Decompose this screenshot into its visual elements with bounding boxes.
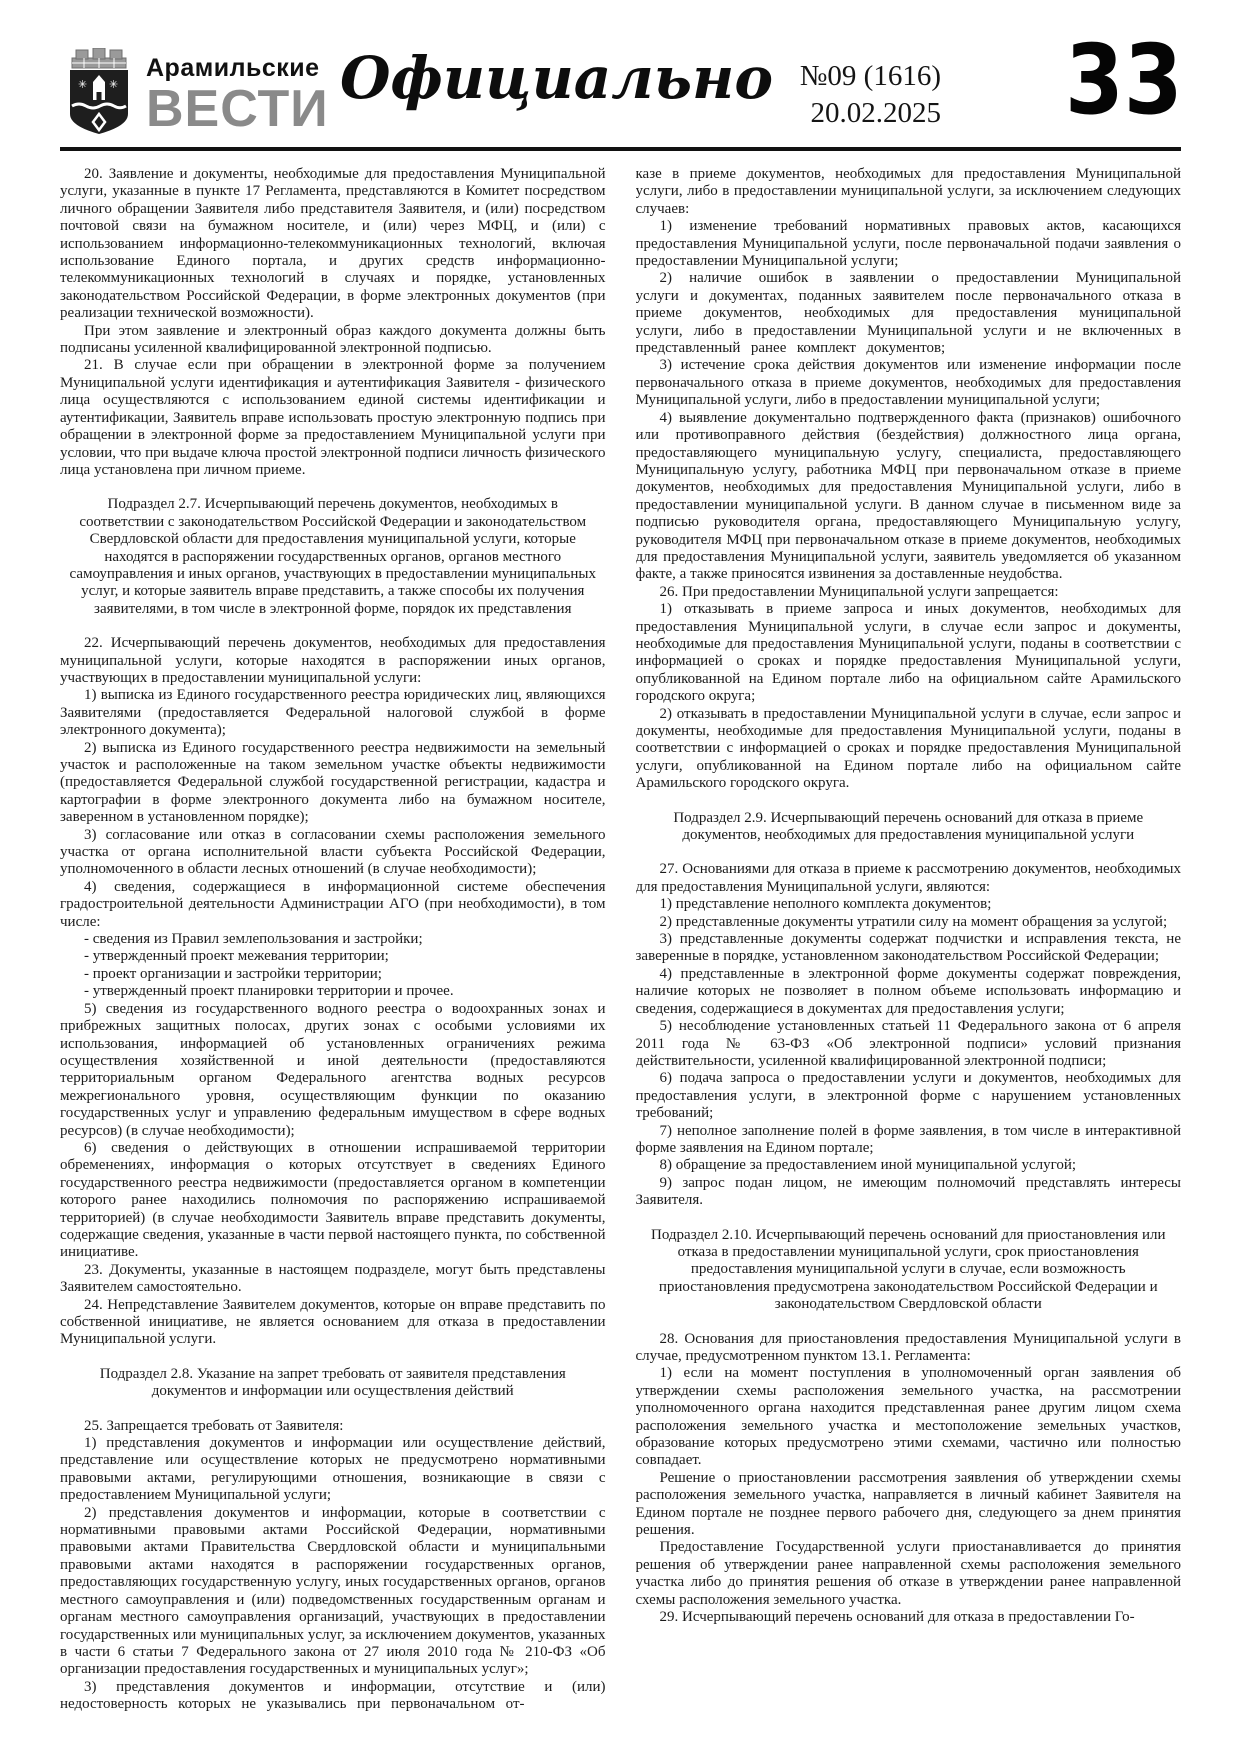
paragraph: 26. При предоставлении Муниципальной услуги запрещается: bbox=[659, 583, 1059, 600]
paragraph: - утвержденный проект планировки территории и прочее. bbox=[84, 983, 454, 1000]
paragraph: 1) изменение требований нормативных правовых актов, касающихся предоставления Муниципальной услуги, после первоначальной подачи заявления о предоставлении Муниципальной услуги; bbox=[635, 218, 1181, 270]
paragraph: - проект организации и застройки территории; bbox=[84, 965, 382, 982]
issue-date: 20.02.2025 bbox=[810, 97, 941, 129]
paragraph: 1) представления документов и информации или осуществление действий, представление или осуществление которых не предусмотрено нормативными правовыми актами, регулирующими отношения, возникающие в связи с предоставлением Муниципальной услуги; bbox=[60, 1435, 606, 1504]
paragraph: 3) согласование или отказ в согласовании схемы расположения земельного участка от органа исполнительной власти субъекта Российской Федерации, уполномоченного в области лесных отношений (в случае необходимости); bbox=[60, 826, 606, 878]
subsection-heading: Подраздел 2.7. Исчерпывающий перечень документов, необходимых в соответствии с законодательством Российской Федерации и законодательством Свердловской области для предоставления муниципальной услуги, которые находятся в распоряжении государственных органов, органов местного самоуправления и иных органов, участвующих в предоставлении муниципальных услуг, и которые заявитель вправе представить, а также способы их получения заявителями, в том числе в электронной форме, порядок их представления bbox=[69, 496, 597, 617]
paragraph: 1) если на момент поступления в уполномоченный орган заявления об утверждении схемы расположения земельного участка, на рассмотрении уполномоченного органа находится представленная ранее другим лицом схема расположения земельного участка и местоположение земельных участков, образование которых предусмотрено этими схемами, частично или полностью совпадает. bbox=[635, 1365, 1181, 1469]
paragraph: 21. В случае если при обращении в электронной форме за получением Муниципальной услуги идентификация и аутентификация Заявителя - физического лица осуществляются с использованием единой системы идентификации и аутентификации, Заявитель вправе использовать простую электронную подпись при обращении в электронной форме за предоставлением Муниципальной услуги при условии, что при выдаче ключа простой электронной подписи личность физического лица установлена при личном приеме. bbox=[60, 357, 606, 478]
page-number: 33 bbox=[1065, 24, 1183, 136]
coat-of-arms-icon bbox=[62, 48, 136, 136]
paragraph: 6) сведения о действующих в отношении испрашиваемой территории обременениях, информация о которых отсутствует в сведениях Единого государственного реестра недвижимости (предоставляется органом в компетенции которого ранее находились полномочия по распоряжению испрашиваемой территорией) (в случае необходимости Заявитель вправе представить документы, содержащие сведения, указанные в части первой настоящего пункта, по собственной инициативе. bbox=[60, 1139, 606, 1261]
paragraph: - сведения из Правил землепользования и застройки; bbox=[84, 931, 423, 948]
paragraph: 4) сведения, содержащиеся в информационной системе обеспечения градостроительной деятельности Администрации АГО (при необходимости), в том числе: bbox=[60, 878, 606, 930]
section-title: Официально bbox=[340, 44, 774, 112]
header-divider bbox=[60, 147, 1181, 151]
paragraph: 3) представленные документы содержат подчистки и исправления текста, не заверенные в порядке, установленном законодательством Российской Федерации; bbox=[635, 931, 1181, 965]
svg-text:✳: ✳ bbox=[78, 78, 88, 91]
paragraph: 2) представленные документы утратили силу на момент обращения за услугой; bbox=[659, 913, 1168, 930]
left-column bbox=[60, 166, 606, 1714]
paragraph: 2) выписка из Единого государственного реестра недвижимости на земельный участок и расположенные на таком земельном участке объекты недвижимости (предоставляется Федеральной службой государственной регистрации, кадастра и картографии в форме электронного документа либо на бумажном носителе, заверенном в установленном порядке); bbox=[60, 739, 606, 826]
paragraph: Предоставление Государственной услуги приостанавливается до принятия решения об утверждении ранее направленной схемы расположения земельного участка либо до принятия решения об отказе в утверждении ранее направленной схемы расположения земельного участка. bbox=[635, 1539, 1181, 1608]
paragraph: 28. Основания для приостановления предоставления Муниципальной услуги в случае, предусмотренном пунктом 13.1. Регламента: bbox=[635, 1330, 1181, 1364]
paragraph: 2) представления документов и информации, которые в соответствии с нормативными правовыми актами Российской Федерации, нормативными правовыми актами Правительства Свердловской области и муниципальными правовыми актами находятся в распоряжении государственных органов, предоставляющих государственную услугу, иных государственных органов, органов местного самоуправления и (или) подведомственных государственным органам и органам местного самоуправления организаций, участвующих в предоставлении государственных или муниципальных услуг, за исключением документов, указанных в части 6 статьи 7 Федерального закона от 27 июля 2010 года № 210-ФЗ «Об организации предоставления государственных и муниципальных услуг»; bbox=[60, 1504, 606, 1678]
paragraph: 1) выписка из Единого государственного реестра юридических лиц, являющихся Заявителями (предоставляется Федеральной налоговой службой в форме электронного документа); bbox=[60, 687, 606, 739]
paragraph: 24. Непредставление Заявителем документов, которые он вправе представить по собственной инициативе, не является основанием для отказа в предоставлении Муниципальной услуги. bbox=[60, 1296, 606, 1348]
paragraph: 4) выявление документально подтвержденного факта (признаков) ошибочного или противоправного действия (бездействия) должностного лица органа, предоставляющего муниципальную услугу, специалиста, предоставляющего Муниципальную услугу, работника МФЦ при первоначальном отказе в приеме документов, необходимых для предоставления Муниципальной услуги, либо в предоставлении муниципальной услуги. В данном случае в письменном виде за подписью руководителя органа, предоставляющего Муниципальную услугу, руководителя МФЦ при первоначальном отказе в приеме документов, необходимых для предоставления Муниципальной услуги, заявитель уведомляется об указанном факте, а также приносятся извинения за доставленные неудобства. bbox=[635, 409, 1181, 583]
newspaper-masthead bbox=[62, 48, 329, 136]
right-column bbox=[636, 166, 1182, 1714]
paragraph: 1) отказывать в приеме запроса и иных документов, необходимых для предоставления Муниципальной услуги, в случае если запрос и документы, необходимые для предоставления Муниципальной услуги, поданы в соответствии с информацией о сроках и порядке предоставления Муниципальной услуги, опубликованной на Едином портале либо на официальном сайте Арамильского городского округа; bbox=[635, 601, 1181, 705]
issue-info bbox=[800, 58, 941, 132]
paragraph: 22. Исчерпывающий перечень документов, необходимых для предоставления муниципальной услуги, которые находятся в распоряжении иных органов, участвующих в предоставлении муниципальной услуги: bbox=[60, 635, 606, 686]
paragraph: 5) несоблюдение установленных статьей 11 Федерального закона от 6 апреля 2011 года № 63-ФЗ «Об электронной подписи» условий признания действительности, усиленной квалифицированной электронной подписи; bbox=[635, 1018, 1181, 1069]
issue-number: №09 (1616) bbox=[799, 60, 941, 92]
paragraph: 5) сведения из государственного водного реестра о водоохранных зонах и прибрежных защитных полосах, других зонах с особыми условиями их использования, информацией об установленных ограничениях режима осуществления хозяйственной и иной деятельности (предоставляются территориальным органом Федерального агентства водных ресурсов межрегионального уровня, осуществляющим функции по оказанию государственных услуг и управлению федеральным имуществом в сфере водных ресурсов) (в случае необходимости); bbox=[60, 1000, 606, 1139]
paragraph: 8) обращение за предоставлением иной муниципальной услугой; bbox=[659, 1157, 1077, 1174]
newspaper-title-bottom: ВЕСТИ bbox=[146, 80, 329, 138]
paragraph: 29. Исчерпывающий перечень оснований для отказа в предоставлении Го- bbox=[659, 1609, 1135, 1626]
subsection-heading: Подраздел 2.10. Исчерпывающий перечень оснований для приостановления или отказа в предоставлении муниципальной услуги, срок приостановления предоставления муниципальной услуги в случае, если возможность приостановления предусмотрена законодательством Российской Федерации и законодательством Свердловской области bbox=[651, 1226, 1166, 1313]
paragraph: 23. Документы, указанные в настоящем подразделе, могут быть представлены Заявителем самостоятельно. bbox=[60, 1261, 606, 1296]
paragraph: 1) представление неполного комплекта документов; bbox=[659, 896, 992, 913]
subsection-heading: Подраздел 2.9. Исчерпывающий перечень оснований для отказа в приеме документов, необходимых для предоставления муниципальной услуги bbox=[673, 809, 1144, 844]
newspaper-title bbox=[146, 48, 329, 138]
article-body bbox=[60, 166, 1181, 1714]
paragraph: 2) отказывать в предоставлении Муниципальной услуги в случае, если запрос и документы, необходимые для предоставления Муниципальной услуги, поданы в соответствии с информацией о сроках и порядке предоставления Муниципальной услуги, опубликованной на Едином портале либо на официальном сайте Арамильского городского округа. bbox=[635, 705, 1181, 792]
paragraph: 3) представления документов и информации, отсутствие и (или) недостоверность которых не указывались при первоначальном от- bbox=[60, 1678, 606, 1713]
paragraph: 9) запрос подан лицом, не имеющим полномочий представлять интересы Заявителя. bbox=[635, 1174, 1181, 1209]
paragraph: 2) наличие ошибок в заявлении о предоставлении Муниципальной услуги и документах, поданных заявителем после первоначального отказа в приеме документов, необходимых для предоставления муниципальной услуги, либо в предоставлении Муниципальной услуги и не включенных в представленный ранее комплект документов; bbox=[635, 270, 1181, 357]
paragraph: При этом заявление и электронный образ каждого документа должны быть подписаны усиленной квалифицированной электронной подписью. bbox=[60, 322, 606, 357]
paragraph: 4) представленные в электронной форме документы содержат повреждения, наличие которых не позволяет в полном объеме использовать информацию и сведения, содержащиеся в документах для предоставления услуги; bbox=[635, 965, 1181, 1017]
newspaper-title-top: Арамильские bbox=[146, 54, 320, 82]
paragraph: 20. Заявление и документы, необходимые для предоставления Муниципальной услуги, указанные в пункте 17 Регламента, представляются в Комитет посредством личного обращении Заявителя либо представителя Заявителя, и (или) посредством почтовой связи на бумажном носителе, и (или) через МФЦ, и (или) с использованием информационно-телекоммуникационных технологий, включая использование Единого портала, и других средств информационно-телекоммуникационных технологий в случаях и порядке, установленных законодательством Российской Федерации, в форме электронных документов (при реализации технической возможности). bbox=[60, 166, 606, 322]
paragraph: 6) подача запроса о предоставлении услуги и документов, необходимых для предоставления услуги, в электронной форме с нарушением установленных требований; bbox=[635, 1070, 1181, 1122]
paragraph: Решение о приостановлении рассмотрения заявления об утверждении схемы расположения земельного участка, направляется в личный кабинет Заявителя на Едином портале не позднее первого рабочего дня, следующего за днем принятия решения. bbox=[635, 1469, 1181, 1539]
paragraph: 27. Основаниями для отказа в приеме к рассмотрению документов, необходимых для предоставления Муниципальной услуги, являются: bbox=[635, 861, 1181, 895]
subsection-heading: Подраздел 2.8. Указание на запрет требовать от заявителя представления документов и информации или осуществления действий bbox=[99, 1365, 566, 1400]
svg-text:✳: ✳ bbox=[109, 78, 119, 91]
paragraph: 7) неполное заполнение полей в форме заявления, в том числе в интерактивной форме заявления на Едином портале; bbox=[635, 1122, 1181, 1156]
paragraph: - утвержденный проект межевания территории; bbox=[84, 948, 389, 965]
paragraph: казе в приеме документов, необходимых для предоставления Муниципальной услуги, либо в предоставлении муниципальной услуги, за исключением следующих случаев: bbox=[635, 166, 1181, 217]
paragraph: 25. Запрещается требовать от Заявителя: bbox=[84, 1417, 344, 1434]
paragraph: 3) истечение срока действия документов или изменение информации после первоначального отказа в приеме документов, необходимых для предоставления Муниципальной услуги, либо в предоставлении муниципальной услуги; bbox=[635, 357, 1181, 409]
